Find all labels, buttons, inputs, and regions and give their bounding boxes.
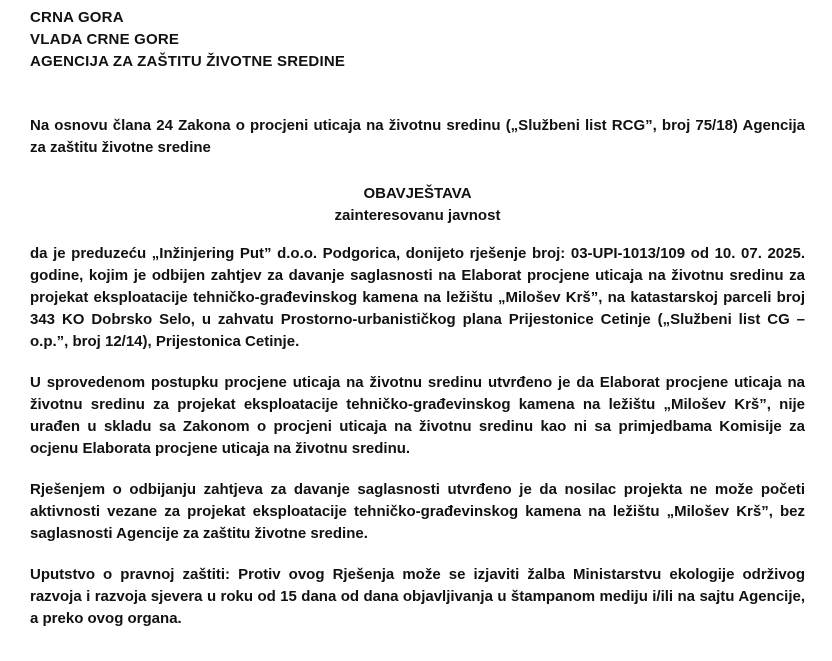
- decision-paragraph: da je preduzeću „Inžinjering Put” d.o.o. Podgorica, donijeto rješenje broj: 03-UPI-1013/109 od 10. 07. 2025. godine, kojim je odbijen zahtjev za davanje saglasnosti na Elaborat procjene uticaja na životnu sredinu za projekat eksploatacije tehničko-građevinskog kamena na ležištu „Milošev Krš”, na katastarskoj parceli broj 343 KO Dobrsko Selo, u zahvatu Prostorno-urbanističkog plana Prijestonice Cetinje („Službeni list CG – o.p.”, broj 12/14), Prijestonica Cetinje.: [30, 245, 805, 350]
- legal-basis-paragraph: Na osnovu člana 24 Zakona o procjeni uticaja na životnu sredinu („Službeni list RCG”, broj 75/18) Agencija za zaštitu životne sredine: [30, 117, 805, 156]
- notice-subtitle: zainteresovanu javnost: [334, 207, 501, 224]
- notice-title: OBAVJEŠTAVA: [363, 185, 472, 202]
- letterhead-country: CRNA GORA: [30, 9, 124, 26]
- notice-title-block: [30, 183, 805, 227]
- letterhead: [30, 7, 805, 73]
- restriction-paragraph: Rješenjem o odbijanju zahtjeva za davanje saglasnosti utvrđeno je da nosilac projekta ne može početi aktivnosti vezane za projekat eksploatacije tehničko-građevinskog kamena na ležištu „Milošev Krš”, bez saglasnosti Agencije za zaštitu životne sredine.: [30, 481, 805, 542]
- legal-remedy-paragraph: Uputstvo o pravnoj zaštiti: Protiv ovog Rješenja može se izjaviti žalba Ministarstvu ekologije održivog razvoja i razvoja sjevera u roku od 15 dana od dana objavljivanja u štampanom mediju i/ili na sajtu Agencije, a preko ovog organa.: [30, 566, 805, 627]
- findings-paragraph: U sprovedenom postupku procjene uticaja na životnu sredinu utvrđeno je da Elaborat procjene uticaja na životnu sredinu za projekat eksploatacije tehničko-građevinskog kamena na ležištu „Milošev Krš”, nije urađen u skladu sa Zakonom o procjeni uticaja na životnu sredinu kao ni sa primjedbama Komisije za ocjenu Elaborata procjene uticaja na životnu sredinu.: [30, 374, 805, 457]
- letterhead-agency: AGENCIJA ZA ZAŠTITU ŽIVOTNE SREDINE: [30, 53, 346, 70]
- letterhead-government: VLADA CRNE GORE: [30, 31, 180, 48]
